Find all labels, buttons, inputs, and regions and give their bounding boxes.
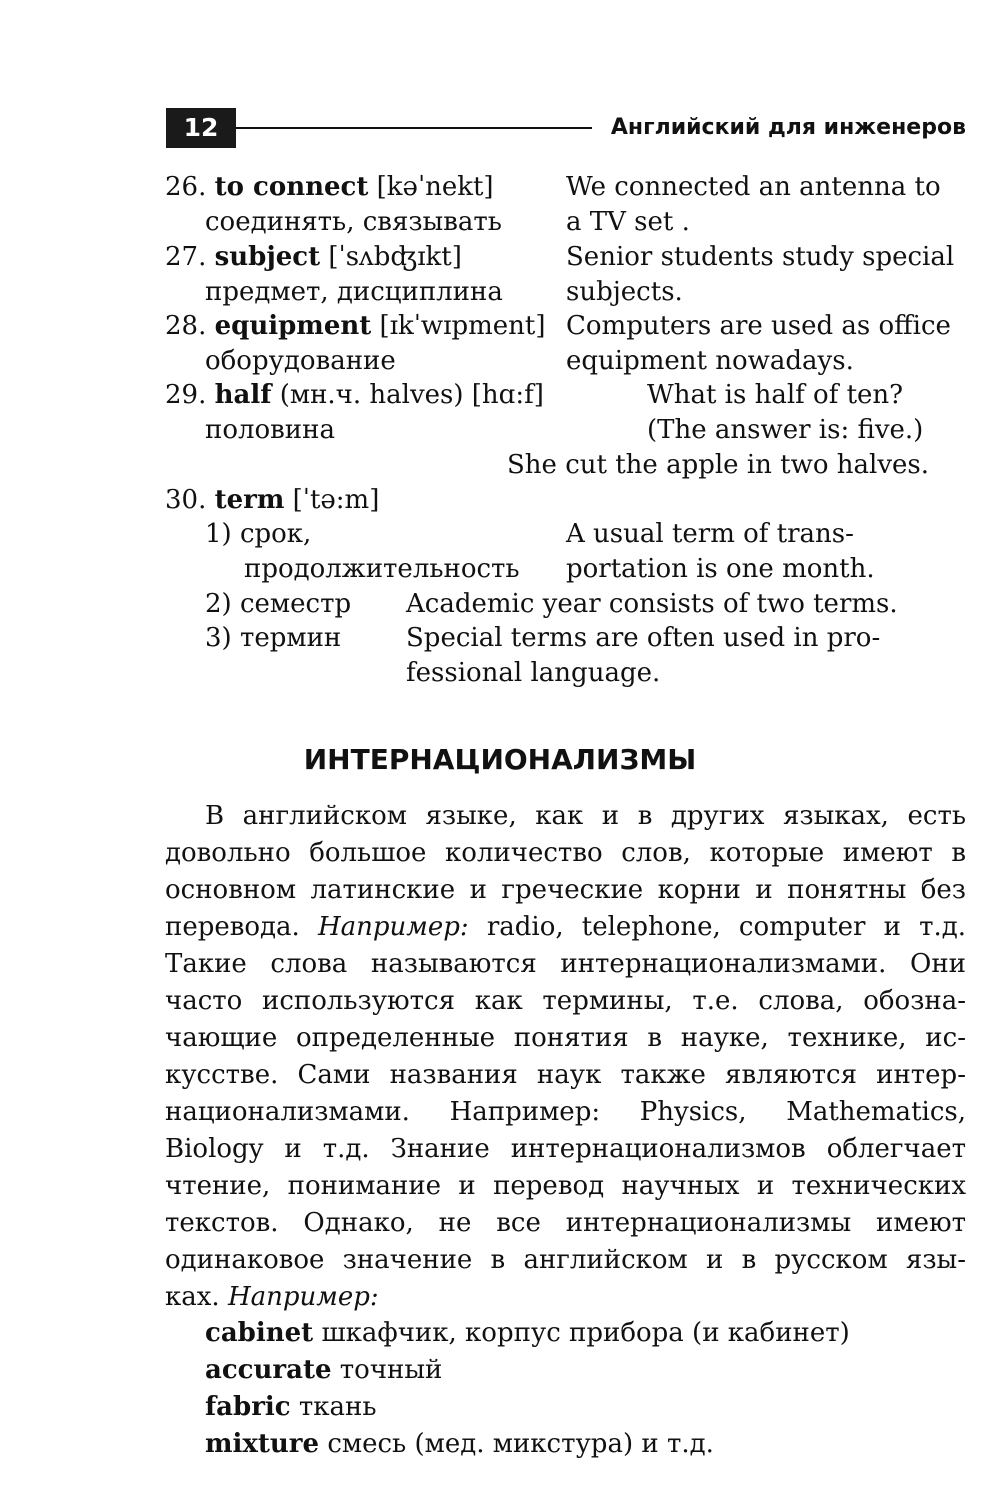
vocab-entry-28-headword bbox=[165, 309, 546, 343]
sense-3-example: Special terms are often used in pro- bbox=[406, 623, 881, 653]
vocab-entry-27-headword bbox=[165, 240, 462, 274]
page-number: 12 bbox=[166, 108, 236, 148]
paragraph-line: чтение, понимание и перевод научных и технических bbox=[165, 1171, 966, 1201]
example-meaning: шкафчик, корпус прибора (и кабинет) bbox=[321, 1318, 850, 1348]
sense-1-label: продолжительность bbox=[244, 554, 520, 584]
entry-number: 27. bbox=[165, 242, 207, 272]
sense-2-label: 2) семестр bbox=[205, 589, 352, 619]
transcription: [ˈsʌbʤɪkt] bbox=[328, 242, 462, 272]
transcription: [hɑ:f] bbox=[471, 380, 544, 410]
sense-2-example: Academic year consists of two terms. bbox=[406, 589, 898, 619]
example-word: cabinet bbox=[205, 1318, 314, 1348]
line-text: перевода. bbox=[165, 912, 300, 942]
paragraph-line: часто используются как термины, т.е. слова, обозна- bbox=[165, 986, 966, 1016]
headword: equipment bbox=[214, 311, 372, 341]
page-header bbox=[166, 108, 966, 148]
sense-3-example: fessional language. bbox=[406, 658, 661, 688]
running-title: Английский для инженеров bbox=[610, 115, 966, 140]
vocab-entry-29-example-line: What is half of ten? bbox=[647, 380, 904, 410]
vocab-entry-29-translation: половина bbox=[205, 415, 335, 445]
vocab-entry-27-translation: предмет, дисциплина bbox=[205, 277, 503, 307]
example-item bbox=[205, 1352, 850, 1389]
vocab-entry-27-example-line: subjects. bbox=[566, 277, 683, 307]
headword: to connect bbox=[214, 172, 369, 202]
paragraph-line bbox=[165, 909, 966, 946]
line-text: radio, telephone, computer и т.д. bbox=[486, 912, 967, 942]
body-paragraph bbox=[165, 798, 966, 1316]
vocab-entry-30-headword bbox=[165, 483, 379, 517]
entry-number: 26. bbox=[165, 172, 207, 202]
entry-number: 29. bbox=[165, 380, 207, 410]
example-word: accurate bbox=[205, 1355, 332, 1385]
transcription: [ɪkˈwɪpment] bbox=[379, 311, 546, 341]
section-title: ИНТЕРНАЦИОНАЛИЗМЫ bbox=[303, 743, 697, 776]
paragraph-line: кусстве. Сами названия наук также являются интер- bbox=[165, 1060, 966, 1090]
sense-1-example: portation is one month. bbox=[566, 554, 875, 584]
entry-number: 28. bbox=[165, 311, 207, 341]
paragraph-line: В английском языке, как и в других языках, есть bbox=[205, 801, 966, 831]
example-meaning: точный bbox=[339, 1355, 443, 1385]
example-meaning: ткань bbox=[298, 1392, 377, 1422]
sense-3-label: 3) термин bbox=[205, 623, 342, 653]
paragraph-line: основном латинские и греческие корни и понятны без bbox=[165, 875, 966, 905]
headword: term bbox=[214, 485, 285, 515]
vocab-entry-26-example-line: a TV set . bbox=[566, 207, 690, 237]
vocab-entry-27-example-line: Senior students study special bbox=[566, 242, 955, 272]
transcription: [kəˈnekt] bbox=[376, 172, 494, 202]
example-item bbox=[205, 1389, 850, 1426]
example-item bbox=[205, 1315, 850, 1352]
plural-note: (мн.ч. halves) bbox=[279, 380, 464, 410]
entry-number: 30. bbox=[165, 485, 207, 515]
sense-1-example: A usual term of trans- bbox=[566, 519, 854, 549]
vocab-entry-28-example-line: Computers are used as office bbox=[566, 311, 951, 341]
paragraph-line: текстов. Однако, не все интернационализмы имеют bbox=[165, 1208, 966, 1238]
italic-marker: Например: bbox=[227, 1282, 379, 1312]
vocab-entry-26-translation: соединять, связывать bbox=[205, 207, 502, 237]
example-item bbox=[205, 1426, 850, 1463]
paragraph-line bbox=[165, 1279, 966, 1316]
paragraph-line: национализмами. Например: Physics, Mathematics, bbox=[165, 1097, 966, 1127]
vocab-entry-28-translation: оборудование bbox=[205, 346, 396, 376]
headword: subject bbox=[214, 242, 321, 272]
paragraph-line: довольно большое количество слов, которые имеют в bbox=[165, 838, 966, 868]
vocab-entry-26-example-line: We connected an antenna to bbox=[566, 172, 941, 202]
vocab-entry-26-headword bbox=[165, 170, 494, 204]
examples-list bbox=[205, 1315, 850, 1463]
paragraph-line: чающие определенные понятия в науке, технике, ис- bbox=[165, 1023, 966, 1053]
line-text: ках. bbox=[165, 1282, 220, 1312]
vocab-entry-29-headword bbox=[165, 378, 544, 412]
example-word: fabric bbox=[205, 1392, 291, 1422]
paragraph-line: Такие слова называются интернационализмами. Они bbox=[165, 949, 966, 979]
vocab-entry-28-example-line: equipment nowadays. bbox=[566, 346, 854, 376]
italic-marker: Например: bbox=[317, 912, 469, 942]
headword: half bbox=[214, 380, 272, 410]
example-meaning: смесь (мед. микстура) и т.д. bbox=[327, 1429, 714, 1459]
example-word: mixture bbox=[205, 1429, 320, 1459]
sense-1-label: 1) срок, bbox=[205, 519, 312, 549]
vocab-entry-29-example-line: She cut the apple in two halves. bbox=[507, 450, 930, 480]
header-rule bbox=[236, 127, 592, 129]
vocab-entry-29-example-line: (The answer is: five.) bbox=[647, 415, 924, 445]
paragraph-line: Biology и т.д. Знание интернационализмов облегчает bbox=[165, 1134, 966, 1164]
paragraph-line: одинаковое значение в английском и в русском язы- bbox=[165, 1245, 966, 1275]
transcription: [ˈtə:m] bbox=[292, 485, 380, 515]
